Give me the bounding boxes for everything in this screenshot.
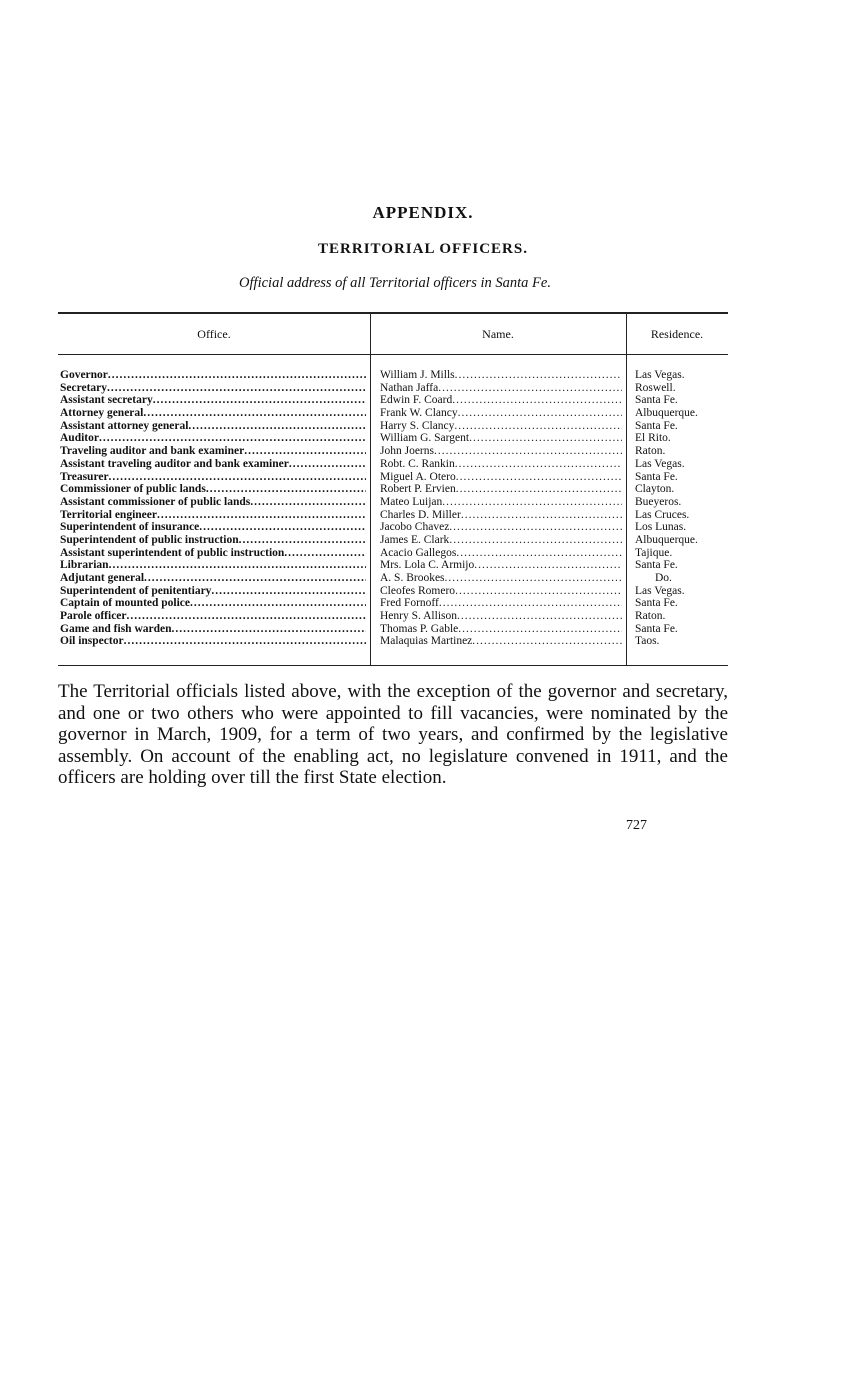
dot-leader <box>211 585 366 598</box>
name-cell <box>380 471 622 484</box>
office-cell <box>60 572 366 585</box>
dot-leader <box>108 369 366 382</box>
table-row <box>58 597 728 610</box>
office-title: Traveling auditor and bank examiner <box>60 445 245 458</box>
table-body <box>58 369 728 648</box>
table-row <box>58 394 728 407</box>
table-row <box>58 382 728 395</box>
office-title: Assistant traveling auditor and bank examiner <box>60 457 289 470</box>
residence: Santa Fe. <box>635 559 678 572</box>
residence: Las Vegas. <box>635 457 685 470</box>
dot-leader <box>456 547 622 560</box>
dot-leader <box>474 559 622 572</box>
dot-leader <box>455 458 622 471</box>
dot-leader <box>144 572 366 585</box>
office-cell <box>60 420 366 433</box>
residence-cell <box>635 597 730 610</box>
office-title: Game and fish warden <box>60 622 172 635</box>
table-row <box>58 496 728 509</box>
officer-name: William G. Sargent <box>380 432 470 445</box>
residence-cell <box>635 407 730 420</box>
dot-leader <box>188 420 366 433</box>
officer-name: Charles D. Miller <box>380 508 461 521</box>
name-cell <box>380 585 622 598</box>
name-cell <box>380 483 622 496</box>
residence-cell <box>635 534 730 547</box>
dot-leader <box>455 369 622 382</box>
name-cell <box>380 445 622 458</box>
office-title: Territorial engineer <box>60 508 157 521</box>
dot-leader <box>284 547 366 560</box>
officer-name: Miguel A. Otero <box>380 470 456 483</box>
dot-leader <box>449 534 622 547</box>
dot-leader <box>438 382 622 395</box>
residence: El Rito. <box>635 432 671 445</box>
table-row <box>58 483 728 496</box>
residence-cell <box>635 585 730 598</box>
name-cell <box>380 420 622 433</box>
dot-leader <box>449 521 622 534</box>
residence-cell <box>635 559 730 572</box>
office-cell <box>60 534 366 547</box>
office-cell <box>60 458 366 471</box>
column-header-name: Name. <box>482 327 514 341</box>
office-title: Treasurer <box>60 470 109 483</box>
name-cell <box>380 572 622 585</box>
dot-leader <box>445 572 622 585</box>
office-title: Secretary <box>60 381 108 394</box>
officer-name: William J. Mills <box>380 369 455 381</box>
office-title: Captain of mounted police <box>60 597 191 610</box>
officer-name: Edwin F. Coard <box>380 394 453 407</box>
residence: Santa Fe. <box>635 470 678 483</box>
office-cell <box>60 369 366 382</box>
office-title: Oil inspector <box>60 635 124 648</box>
table-row <box>58 559 728 572</box>
name-cell <box>380 432 622 445</box>
table-row <box>58 509 728 522</box>
table-row <box>58 623 728 636</box>
residence-cell <box>635 547 730 560</box>
residence: Los Lunas. <box>635 521 687 534</box>
residence-cell <box>635 496 730 509</box>
office-title: Adjutant general <box>60 572 145 584</box>
residence: Santa Fe. <box>635 394 678 407</box>
dot-leader <box>239 534 366 547</box>
office-cell <box>60 432 366 445</box>
residence: Raton. <box>635 610 666 623</box>
office-title: Attorney general <box>60 407 144 420</box>
dot-leader <box>442 496 622 509</box>
dot-leader <box>107 382 366 395</box>
office-title: Assistant attorney general <box>60 419 189 432</box>
office-cell <box>60 610 366 623</box>
table-row <box>58 534 728 547</box>
table-bottom-rule <box>58 665 728 666</box>
residence-cell <box>635 471 730 484</box>
column-header-office: Office. <box>197 327 231 341</box>
residence: Roswell. <box>635 381 676 394</box>
name-cell <box>380 407 622 420</box>
office-title: Superintendent of insurance <box>60 521 200 534</box>
name-cell <box>380 547 622 560</box>
name-cell <box>380 509 622 522</box>
residence: Clayton. <box>635 483 675 496</box>
name-cell <box>380 610 622 623</box>
residence-cell <box>635 521 730 534</box>
residence-cell <box>635 394 730 407</box>
residence: Bueyeros. <box>635 495 682 508</box>
table-row <box>58 521 728 534</box>
dot-leader <box>99 432 366 445</box>
table-row <box>58 458 728 471</box>
residence: Do. <box>655 572 672 584</box>
dot-leader <box>439 597 622 610</box>
residence-cell <box>635 445 730 458</box>
residence-cell <box>635 483 730 496</box>
dot-leader <box>461 509 622 522</box>
office-cell <box>60 585 366 598</box>
office-cell <box>60 623 366 636</box>
table-row <box>58 420 728 433</box>
officer-name: Malaquias Martinez <box>380 635 473 648</box>
table-row <box>58 445 728 458</box>
officer-name: Robert P. Ervien <box>380 483 456 496</box>
residence: Taos. <box>635 635 660 648</box>
officer-name: Harry S. Clancy <box>380 419 455 432</box>
residence: Raton. <box>635 445 666 458</box>
table-row <box>58 369 728 382</box>
column-header-residence: Residence. <box>650 327 704 341</box>
officer-name: Henry S. Allison <box>380 610 457 623</box>
name-cell <box>380 597 622 610</box>
office-cell <box>60 509 366 522</box>
residence: Santa Fe. <box>635 622 678 635</box>
officer-name: James E. Clark <box>380 533 450 546</box>
residence-cell <box>635 572 750 585</box>
office-title: Parole officer <box>60 610 127 623</box>
office-title: Librarian <box>60 559 109 572</box>
office-cell <box>60 382 366 395</box>
name-cell <box>380 623 622 636</box>
residence-cell <box>635 458 730 471</box>
office-title: Superintendent of penitentiary <box>60 584 212 597</box>
name-cell <box>380 394 622 407</box>
dot-leader <box>124 635 366 648</box>
officer-name: Nathan Jaffa <box>380 381 439 394</box>
dot-leader <box>109 471 366 484</box>
residence: Santa Fe. <box>635 419 678 432</box>
dot-leader <box>153 394 366 407</box>
table-row <box>58 432 728 445</box>
office-cell <box>60 559 366 572</box>
dot-leader <box>469 432 622 445</box>
name-cell <box>380 521 622 534</box>
dot-leader <box>458 407 622 420</box>
table-row <box>58 610 728 623</box>
name-cell <box>380 534 622 547</box>
residence: Tajique. <box>635 546 673 559</box>
officer-name: Fred Fornoff <box>380 597 439 610</box>
officer-name: Mateo Luijan <box>380 495 443 508</box>
office-title: Assistant secretary <box>60 394 153 407</box>
dot-leader <box>143 407 366 420</box>
dot-leader <box>127 610 366 623</box>
office-title: Governor <box>60 369 108 381</box>
dot-leader <box>458 623 622 636</box>
office-cell <box>60 521 366 534</box>
name-cell <box>380 369 622 382</box>
name-cell <box>380 559 622 572</box>
dot-leader <box>206 483 366 496</box>
residence: Santa Fe. <box>635 597 678 610</box>
office-cell <box>60 635 366 648</box>
residence-cell <box>635 610 730 623</box>
table-row <box>58 635 728 648</box>
name-cell <box>380 382 622 395</box>
dot-leader <box>456 483 622 496</box>
office-title: Auditor <box>60 432 99 445</box>
dot-leader <box>455 585 622 598</box>
officer-name: Robt. C. Rankin <box>380 457 455 470</box>
officer-name: Acacio Gallegos <box>380 546 457 559</box>
officer-name: Cleofes Romero <box>380 584 456 597</box>
officer-name: John Joerns <box>380 445 434 458</box>
office-title: Assistant commissioner of public lands <box>60 495 251 508</box>
officer-name: Frank W. Clancy <box>380 407 458 420</box>
table-caption: Official address of all Territorial officers in Santa Fe. <box>239 275 551 291</box>
office-cell <box>60 597 366 610</box>
dot-leader <box>434 445 622 458</box>
dot-leader <box>190 597 366 610</box>
residence-cell <box>635 369 730 382</box>
dot-leader <box>289 458 366 471</box>
table-row <box>58 407 728 420</box>
dot-leader <box>172 623 367 636</box>
officer-name: Thomas P. Gable <box>380 622 459 635</box>
office-title: Superintendent of public instruction <box>60 533 239 546</box>
table-top-rule <box>58 312 728 314</box>
table-header-rule <box>58 354 728 355</box>
residence-cell <box>635 623 730 636</box>
residence: Las Cruces. <box>635 508 690 521</box>
name-cell <box>380 496 622 509</box>
dot-leader <box>457 610 622 623</box>
dot-leader <box>454 420 622 433</box>
residence-cell <box>635 509 730 522</box>
office-cell <box>60 394 366 407</box>
office-cell <box>60 445 366 458</box>
residence: Albuquerque. <box>635 407 698 420</box>
dot-leader <box>472 635 622 648</box>
residence-cell <box>635 382 730 395</box>
residence-cell <box>635 635 730 648</box>
table-row <box>58 585 728 598</box>
explanatory-paragraph: The Territorial officials listed above, with the exception of the governor and secretary, and one or two others who were appointed to fill vacancies, were nominated by the governor in March, 1909, for a term of two years, and confirmed by the legislative assembly. On account of the enabling act, no legislature convened in 1911, and the officers are holding over till the first State election. <box>58 681 728 788</box>
dot-leader <box>157 509 366 522</box>
residence: Las Vegas. <box>635 584 685 597</box>
appendix-heading: APPENDIX. <box>372 203 474 222</box>
office-cell <box>60 547 366 560</box>
office-cell <box>60 407 366 420</box>
residence: Albuquerque. <box>635 533 698 546</box>
office-title: Commissioner of public lands <box>60 483 206 496</box>
name-cell <box>380 635 622 648</box>
table-row <box>58 572 728 585</box>
dot-leader <box>244 445 366 458</box>
table-row <box>58 547 728 560</box>
table-row <box>58 471 728 484</box>
office-cell <box>60 471 366 484</box>
residence-cell <box>635 420 730 433</box>
officer-name: Mrs. Lola C. Armijo <box>380 559 475 572</box>
dot-leader <box>199 521 366 534</box>
residence: Las Vegas. <box>635 369 685 381</box>
page-number: 727 <box>626 818 647 833</box>
office-cell <box>60 483 366 496</box>
name-cell <box>380 458 622 471</box>
dot-leader <box>250 496 366 509</box>
office-title: Assistant superintendent of public instruction <box>60 546 285 559</box>
residence-cell <box>635 432 730 445</box>
officer-name: Jacobo Chavez <box>380 521 450 534</box>
dot-leader <box>456 471 622 484</box>
dot-leader <box>109 559 366 572</box>
officer-name: A. S. Brookes <box>380 572 445 584</box>
office-cell <box>60 496 366 509</box>
section-heading: TERRITORIAL OFFICERS. <box>318 241 528 257</box>
dot-leader <box>452 394 622 407</box>
